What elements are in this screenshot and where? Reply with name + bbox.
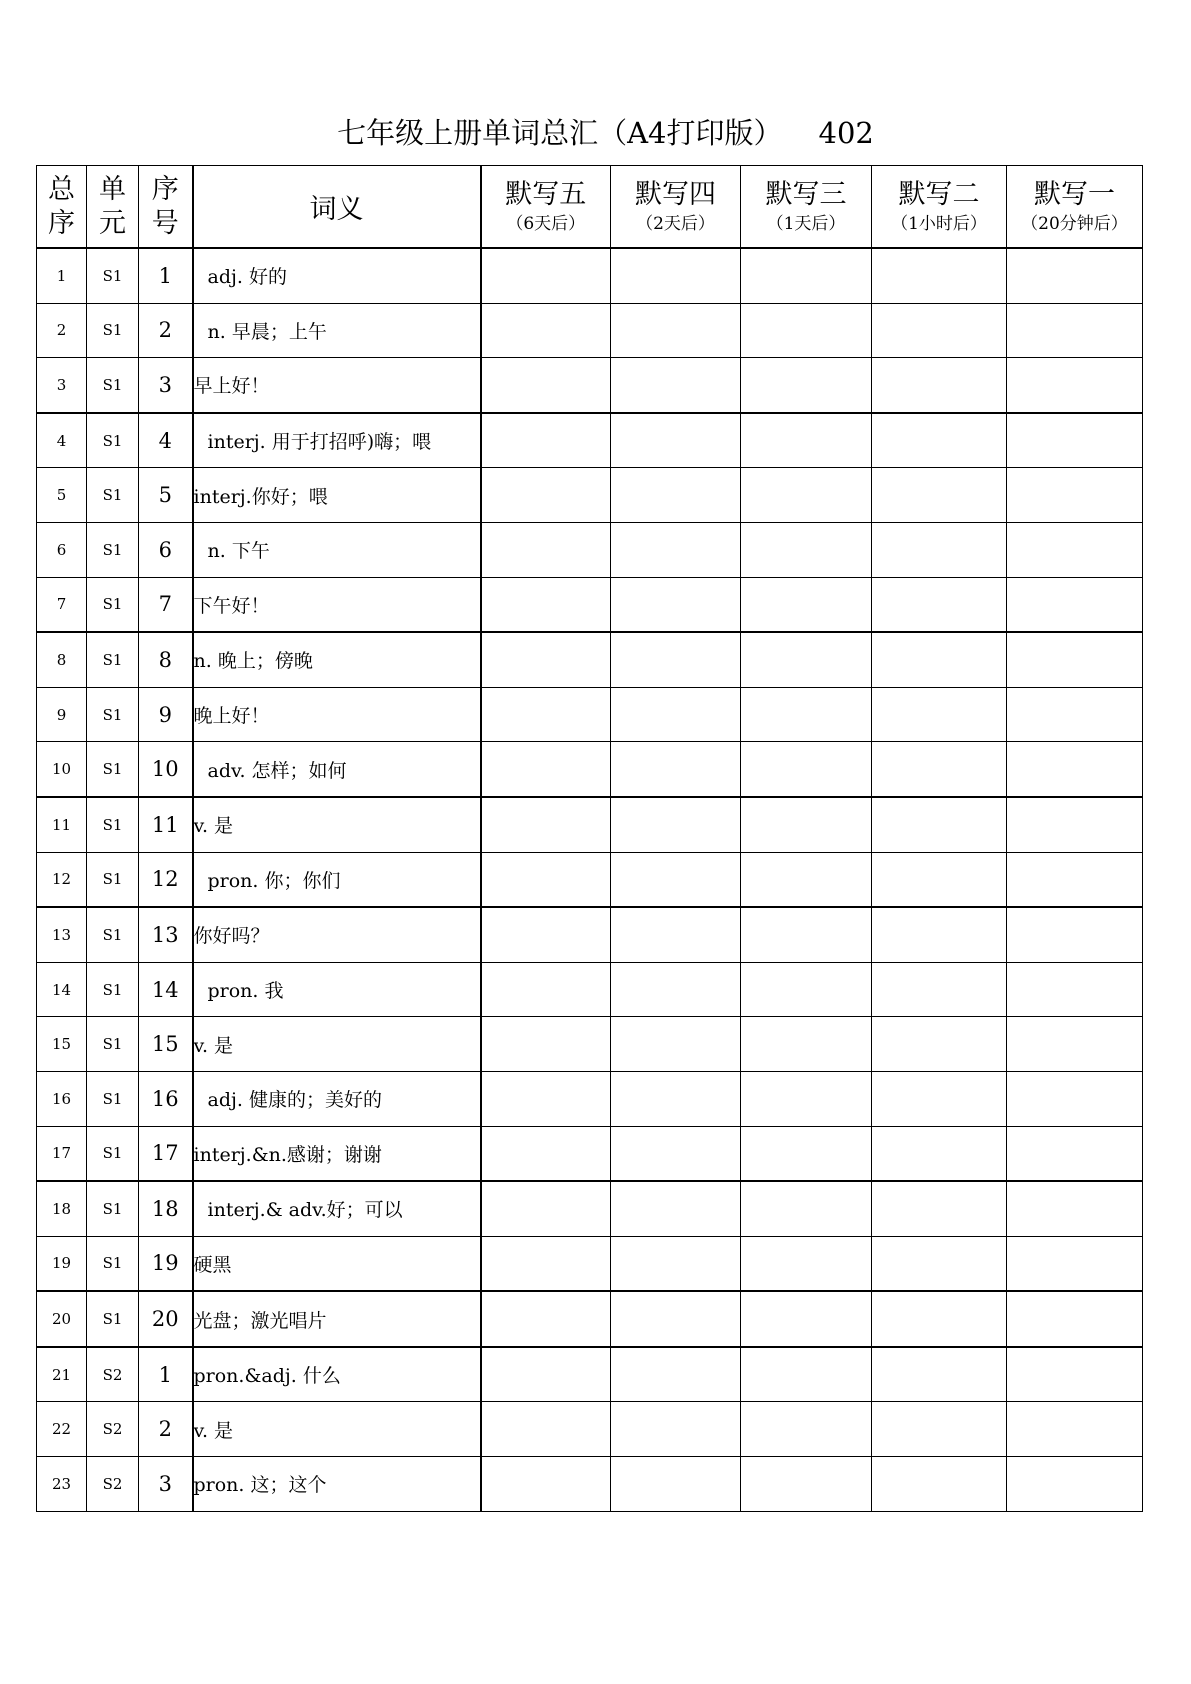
- row-meaning: 硬黑: [193, 1236, 481, 1291]
- dictation-1-cell[interactable]: [1007, 797, 1143, 852]
- row-sequence: 16: [139, 1071, 193, 1126]
- dictation-4-cell[interactable]: [611, 522, 741, 577]
- row-meaning: 光盘；激光唱片: [193, 1291, 481, 1347]
- row-unit: S1: [87, 852, 139, 907]
- header-dictation-1: 默写一 （20分钟后）: [1007, 166, 1143, 249]
- table-row: [37, 1181, 1143, 1236]
- row-sequence: 2: [139, 1402, 193, 1457]
- header-dictation-3: 默写三 （1天后）: [741, 166, 872, 249]
- row-meaning: v. 是: [193, 797, 481, 852]
- row-meaning: pron.&adj. 什么: [193, 1347, 481, 1402]
- table-row: [37, 1402, 1143, 1457]
- table-row: [37, 797, 1143, 852]
- table-row: [37, 1071, 1143, 1126]
- dictation-1-cell[interactable]: [1007, 1402, 1143, 1457]
- dictation-1-cell[interactable]: [1007, 358, 1143, 413]
- row-unit: S1: [87, 303, 139, 358]
- row-unit: S1: [87, 1017, 139, 1072]
- row-meaning: v. 是: [193, 1402, 481, 1457]
- dictation-2-cell[interactable]: [872, 1181, 1007, 1236]
- dictation-5-cell[interactable]: [481, 632, 611, 687]
- row-unit: S1: [87, 962, 139, 1017]
- table-row: [37, 1126, 1143, 1181]
- row-sequence: 17: [139, 1126, 193, 1181]
- dictation-4-cell[interactable]: [611, 1347, 741, 1402]
- row-total-index: 10: [37, 742, 87, 797]
- dictation-4-cell[interactable]: [611, 577, 741, 632]
- dictation-2-cell[interactable]: [872, 303, 1007, 358]
- dictation-5-cell[interactable]: [481, 742, 611, 797]
- row-sequence: 13: [139, 907, 193, 962]
- row-total-index: 17: [37, 1126, 87, 1181]
- row-total-index: 20: [37, 1291, 87, 1347]
- row-meaning: adj. 好的: [193, 248, 481, 303]
- dictation-3-cell[interactable]: [741, 1181, 872, 1236]
- row-sequence: 18: [139, 1181, 193, 1236]
- dictation-2-cell[interactable]: [872, 907, 1007, 962]
- dictation-1-cell[interactable]: [1007, 1457, 1143, 1512]
- dictation-3-cell[interactable]: [741, 632, 872, 687]
- dictation-2-cell[interactable]: [872, 742, 1007, 797]
- table-row: [37, 907, 1143, 962]
- dictation-3-cell[interactable]: [741, 797, 872, 852]
- row-total-index: 14: [37, 962, 87, 1017]
- dictation-3-cell[interactable]: [741, 1236, 872, 1291]
- row-meaning: pron. 你；你们: [193, 852, 481, 907]
- dictation-3-cell[interactable]: [741, 468, 872, 523]
- dictation-1-cell[interactable]: [1007, 1181, 1143, 1236]
- dictation-1-cell[interactable]: [1007, 632, 1143, 687]
- row-unit: S1: [87, 1071, 139, 1126]
- dictation-4-cell[interactable]: [611, 1236, 741, 1291]
- dictation-2-cell[interactable]: [872, 1017, 1007, 1072]
- dictation-3-cell[interactable]: [741, 1071, 872, 1126]
- row-unit: S1: [87, 1291, 139, 1347]
- dictation-4-cell[interactable]: [611, 632, 741, 687]
- dictation-2-cell[interactable]: [872, 248, 1007, 303]
- table-row: [37, 358, 1143, 413]
- dictation-2-cell[interactable]: [872, 522, 1007, 577]
- dictation-3-cell[interactable]: [741, 1291, 872, 1347]
- page-title: [0, 108, 1191, 158]
- row-unit: S1: [87, 522, 139, 577]
- row-unit: S1: [87, 1181, 139, 1236]
- header-row: [37, 166, 1143, 249]
- dictation-4-cell[interactable]: [611, 962, 741, 1017]
- row-meaning: interj.& adv.好；可以: [193, 1181, 481, 1236]
- dictation-1-cell[interactable]: [1007, 1291, 1143, 1347]
- dictation-1-cell[interactable]: [1007, 413, 1143, 468]
- table-row: [37, 248, 1143, 303]
- header-unit: 单 元: [87, 166, 139, 249]
- dictation-5-cell[interactable]: [481, 248, 611, 303]
- dictation-5-cell[interactable]: [481, 1291, 611, 1347]
- row-total-index: 21: [37, 1347, 87, 1402]
- dictation-4-cell[interactable]: [611, 687, 741, 742]
- dictation-5-cell[interactable]: [481, 852, 611, 907]
- row-meaning: interj.&n.感谢；谢谢: [193, 1126, 481, 1181]
- dictation-3-cell[interactable]: [741, 248, 872, 303]
- row-sequence: 3: [139, 1457, 193, 1512]
- row-meaning: 早上好！: [193, 358, 481, 413]
- row-unit: S1: [87, 413, 139, 468]
- table-row: [37, 303, 1143, 358]
- row-total-index: 9: [37, 687, 87, 742]
- dictation-3-cell[interactable]: [741, 907, 872, 962]
- row-sequence: 3: [139, 358, 193, 413]
- table-row: [37, 577, 1143, 632]
- dictation-4-cell[interactable]: [611, 1017, 741, 1072]
- row-total-index: 11: [37, 797, 87, 852]
- dictation-4-cell[interactable]: [611, 742, 741, 797]
- row-sequence: 5: [139, 468, 193, 523]
- dictation-1-cell[interactable]: [1007, 468, 1143, 523]
- dictation-2-cell[interactable]: [872, 1126, 1007, 1181]
- row-meaning: 你好吗？: [193, 907, 481, 962]
- dictation-3-cell[interactable]: [741, 1126, 872, 1181]
- table-row: [37, 522, 1143, 577]
- dictation-2-cell[interactable]: [872, 413, 1007, 468]
- row-total-index: 5: [37, 468, 87, 523]
- dictation-1-cell[interactable]: [1007, 1347, 1143, 1402]
- table-row: [37, 1017, 1143, 1072]
- dictation-3-cell[interactable]: [741, 742, 872, 797]
- header-dictation-2: 默写二 （1小时后）: [872, 166, 1007, 249]
- row-sequence: 11: [139, 797, 193, 852]
- row-meaning: adj. 健康的；美好的: [193, 1071, 481, 1126]
- dictation-4-cell[interactable]: [611, 413, 741, 468]
- row-meaning: pron. 我: [193, 962, 481, 1017]
- row-sequence: 4: [139, 413, 193, 468]
- row-unit: S1: [87, 632, 139, 687]
- row-unit: S1: [87, 1236, 139, 1291]
- dictation-3-cell[interactable]: [741, 413, 872, 468]
- dictation-2-cell[interactable]: [872, 577, 1007, 632]
- dictation-1-cell[interactable]: [1007, 522, 1143, 577]
- dictation-2-cell[interactable]: [872, 687, 1007, 742]
- table-row: [37, 1347, 1143, 1402]
- row-total-index: 16: [37, 1071, 87, 1126]
- row-unit: S2: [87, 1347, 139, 1402]
- table-row: [37, 742, 1143, 797]
- row-total-index: 13: [37, 907, 87, 962]
- table-row: [37, 413, 1143, 468]
- row-meaning: n. 晚上；傍晚: [193, 632, 481, 687]
- row-unit: S1: [87, 687, 139, 742]
- row-total-index: 8: [37, 632, 87, 687]
- row-meaning: 下午好！: [193, 577, 481, 632]
- row-sequence: 6: [139, 522, 193, 577]
- row-sequence: 8: [139, 632, 193, 687]
- dictation-5-cell[interactable]: [481, 468, 611, 523]
- dictation-1-cell[interactable]: [1007, 742, 1143, 797]
- header-total-index: 总 序: [37, 166, 87, 249]
- dictation-4-cell[interactable]: [611, 797, 741, 852]
- dictation-4-cell[interactable]: [611, 1071, 741, 1126]
- dictation-3-cell[interactable]: [741, 358, 872, 413]
- dictation-2-cell[interactable]: [872, 468, 1007, 523]
- dictation-2-cell[interactable]: [872, 358, 1007, 413]
- row-meaning: n. 下午: [193, 522, 481, 577]
- header-sequence: 序 号: [139, 166, 193, 249]
- dictation-4-cell[interactable]: [611, 852, 741, 907]
- row-meaning: 晚上好！: [193, 687, 481, 742]
- dictation-1-cell[interactable]: [1007, 1071, 1143, 1126]
- dictation-5-cell[interactable]: [481, 907, 611, 962]
- dictation-3-cell[interactable]: [741, 522, 872, 577]
- row-sequence: 9: [139, 687, 193, 742]
- dictation-5-cell[interactable]: [481, 1347, 611, 1402]
- row-unit: S1: [87, 742, 139, 797]
- row-meaning: n. 早晨；上午: [193, 303, 481, 358]
- row-meaning: interj.你好；喂: [193, 468, 481, 523]
- dictation-4-cell[interactable]: [611, 1291, 741, 1347]
- dictation-3-cell[interactable]: [741, 577, 872, 632]
- table-row: [37, 852, 1143, 907]
- row-meaning: interj. 用于打招呼)嗨；喂: [193, 413, 481, 468]
- row-sequence: 1: [139, 248, 193, 303]
- dictation-5-cell[interactable]: [481, 577, 611, 632]
- dictation-4-cell[interactable]: [611, 468, 741, 523]
- row-total-index: 1: [37, 248, 87, 303]
- dictation-4-cell[interactable]: [611, 248, 741, 303]
- row-sequence: 7: [139, 577, 193, 632]
- dictation-3-cell[interactable]: [741, 852, 872, 907]
- row-sequence: 20: [139, 1291, 193, 1347]
- dictation-2-cell[interactable]: [872, 1347, 1007, 1402]
- dictation-5-cell[interactable]: [481, 1402, 611, 1457]
- dictation-2-cell[interactable]: [872, 1457, 1007, 1512]
- dictation-1-cell[interactable]: [1007, 1017, 1143, 1072]
- dictation-5-cell[interactable]: [481, 1457, 611, 1512]
- table-row: [37, 687, 1143, 742]
- table-body: [37, 248, 1143, 1511]
- row-sequence: 2: [139, 303, 193, 358]
- dictation-4-cell[interactable]: [611, 1181, 741, 1236]
- dictation-5-cell[interactable]: [481, 413, 611, 468]
- table-row: [37, 468, 1143, 523]
- row-total-index: 18: [37, 1181, 87, 1236]
- row-unit: S2: [87, 1402, 139, 1457]
- dictation-1-cell[interactable]: [1007, 248, 1143, 303]
- row-meaning: adv. 怎样；如何: [193, 742, 481, 797]
- row-sequence: 10: [139, 742, 193, 797]
- dictation-1-cell[interactable]: [1007, 577, 1143, 632]
- dictation-3-cell[interactable]: [741, 1017, 872, 1072]
- dictation-2-cell[interactable]: [872, 852, 1007, 907]
- dictation-2-cell[interactable]: [872, 797, 1007, 852]
- dictation-2-cell[interactable]: [872, 1071, 1007, 1126]
- dictation-5-cell[interactable]: [481, 1126, 611, 1181]
- row-total-index: 7: [37, 577, 87, 632]
- row-sequence: 19: [139, 1236, 193, 1291]
- dictation-1-cell[interactable]: [1007, 303, 1143, 358]
- dictation-2-cell[interactable]: [872, 632, 1007, 687]
- row-sequence: 14: [139, 962, 193, 1017]
- dictation-5-cell[interactable]: [481, 1071, 611, 1126]
- dictation-1-cell[interactable]: [1007, 1236, 1143, 1291]
- title-text: 七年级上册单词总汇（A4打印版）: [337, 116, 783, 150]
- row-unit: S1: [87, 797, 139, 852]
- dictation-4-cell[interactable]: [611, 1402, 741, 1457]
- row-total-index: 2: [37, 303, 87, 358]
- dictation-1-cell[interactable]: [1007, 1126, 1143, 1181]
- row-sequence: 15: [139, 1017, 193, 1072]
- header-dictation-5: 默写五 （6天后）: [481, 166, 611, 249]
- dictation-4-cell[interactable]: [611, 1457, 741, 1512]
- dictation-2-cell[interactable]: [872, 1236, 1007, 1291]
- vocabulary-table: [36, 165, 1143, 1512]
- row-total-index: 22: [37, 1402, 87, 1457]
- header-dictation-4: 默写四 （2天后）: [611, 166, 741, 249]
- dictation-3-cell[interactable]: [741, 1402, 872, 1457]
- row-total-index: 15: [37, 1017, 87, 1072]
- dictation-3-cell[interactable]: [741, 303, 872, 358]
- row-sequence: 1: [139, 1347, 193, 1402]
- row-total-index: 12: [37, 852, 87, 907]
- row-meaning: v. 是: [193, 1017, 481, 1072]
- dictation-3-cell[interactable]: [741, 1457, 872, 1512]
- dictation-1-cell[interactable]: [1007, 687, 1143, 742]
- row-unit: S1: [87, 577, 139, 632]
- row-total-index: 19: [37, 1236, 87, 1291]
- dictation-5-cell[interactable]: [481, 303, 611, 358]
- row-total-index: 23: [37, 1457, 87, 1512]
- row-unit: S1: [87, 907, 139, 962]
- table-row: [37, 1457, 1143, 1512]
- dictation-1-cell[interactable]: [1007, 962, 1143, 1017]
- dictation-4-cell[interactable]: [611, 907, 741, 962]
- dictation-5-cell[interactable]: [481, 1017, 611, 1072]
- table-row: [37, 1291, 1143, 1347]
- dictation-4-cell[interactable]: [611, 1126, 741, 1181]
- row-unit: S1: [87, 358, 139, 413]
- dictation-5-cell[interactable]: [481, 358, 611, 413]
- dictation-5-cell[interactable]: [481, 1236, 611, 1291]
- dictation-3-cell[interactable]: [741, 1347, 872, 1402]
- dictation-3-cell[interactable]: [741, 687, 872, 742]
- row-unit: S1: [87, 248, 139, 303]
- dictation-5-cell[interactable]: [481, 522, 611, 577]
- row-total-index: 6: [37, 522, 87, 577]
- title-number: 402: [818, 116, 874, 150]
- row-unit: S1: [87, 468, 139, 523]
- dictation-2-cell[interactable]: [872, 1291, 1007, 1347]
- dictation-2-cell[interactable]: [872, 962, 1007, 1017]
- dictation-1-cell[interactable]: [1007, 852, 1143, 907]
- row-unit: S1: [87, 1126, 139, 1181]
- dictation-5-cell[interactable]: [481, 797, 611, 852]
- dictation-5-cell[interactable]: [481, 687, 611, 742]
- table-row: [37, 1236, 1143, 1291]
- dictation-4-cell[interactable]: [611, 358, 741, 413]
- dictation-2-cell[interactable]: [872, 1402, 1007, 1457]
- row-sequence: 12: [139, 852, 193, 907]
- row-meaning: pron. 这；这个: [193, 1457, 481, 1512]
- table-row: [37, 962, 1143, 1017]
- row-unit: S2: [87, 1457, 139, 1512]
- table-row: [37, 632, 1143, 687]
- dictation-5-cell[interactable]: [481, 1181, 611, 1236]
- row-total-index: 3: [37, 358, 87, 413]
- dictation-4-cell[interactable]: [611, 303, 741, 358]
- dictation-5-cell[interactable]: [481, 962, 611, 1017]
- dictation-1-cell[interactable]: [1007, 907, 1143, 962]
- header-meaning: 词义: [193, 166, 481, 249]
- row-total-index: 4: [37, 413, 87, 468]
- dictation-3-cell[interactable]: [741, 962, 872, 1017]
